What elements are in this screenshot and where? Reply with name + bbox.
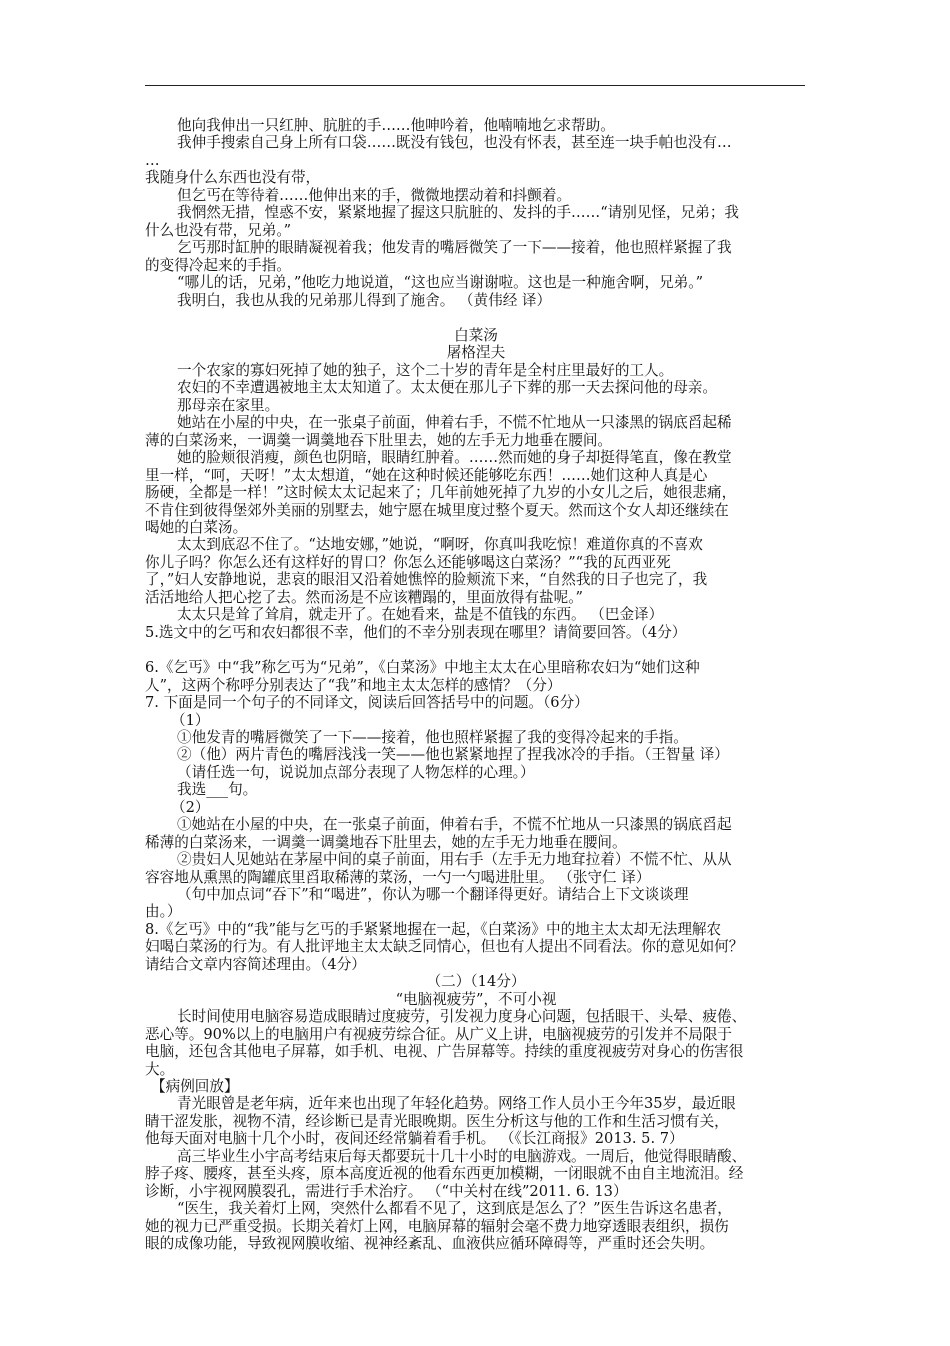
section-author: 屠格涅夫	[446, 344, 506, 362]
text-line: ①他发青的嘴唇微笑了一下——接着，他也照样紧握了我的变得冷起来的手指。	[177, 728, 688, 746]
text-line: 太太只是耸了耸肩，就走开了。在她看来，盐是不值钱的东西。 （巴金译）	[177, 606, 664, 624]
text-line: 她的脸颊很消瘦，颜色也阴暗，眼睛红肿着。……然而她的身子却挺得笔直，像在教堂	[177, 449, 732, 467]
subheading: 【病例回放】	[151, 1078, 239, 1096]
text-line: 太太到底忍不住了。“达地安娜，”她说，“啊呀，你真叫我吃惊！难道你真的不喜欢	[177, 536, 703, 554]
text-line: 肠硬，全都是一样！”这时候太太记起来了；几年前她死掉了九岁的小女儿之后，她很悲痛，	[145, 484, 737, 502]
text-line: 人”，这两个称呼分别表达了“我”和地主太太怎样的感情？（分）	[145, 676, 562, 694]
text-line: 长时间使用电脑容易造成眼睛过度疲劳，引发视力度身心问题，包括眼干、头晕、疲倦、	[177, 1008, 747, 1026]
text-line: 稀薄的白菜汤来，一调羹一调羹地吞下肚里去，她的左手无力地垂在腰间。	[145, 833, 627, 851]
text-line: 薄的白菜汤来，一调羹一调羹地吞下肚里去，她的左手无力地垂在腰间。	[145, 431, 613, 449]
text-line: （1）	[171, 711, 210, 729]
text-line: 的变得冷起来的手指。	[145, 256, 291, 274]
text-line: 她站在小屋的中央，在一张桌子前面，伸着右手，不慌不忙地从一只漆黑的锅底舀起稀	[177, 414, 732, 432]
text-line: 你儿子吗？你怎么还有这样好的胃口？你怎么还能够喝这白菜汤？”“我的瓦西亚死	[145, 553, 671, 571]
text-line: 了，”妇人安静地说，悲哀的眼泪又沿着她憔悴的脸颊流下来，“自然我的日子也完了，我	[145, 571, 708, 589]
section-title: 白菜汤	[454, 326, 498, 344]
text-line: 诊断，小宇视网膜裂孔，需进行手术治疗。 （“中关村在线”2011. 6. 13）	[145, 1182, 628, 1200]
section-title: “电脑视疲劳”，不可小视	[395, 990, 557, 1008]
text-line: 里一样，“呵，天呀！”太太想道，“她在这种时候还能够吃东西！……她们这种人真是心	[145, 466, 708, 484]
text-line: 活活地给人把心挖了去。然而汤是不应该糟蹋的，里面放得有盐呢。”	[145, 588, 583, 606]
text-line: 我伸手搜索自己身上所有口袋……既没有钱包，也没有怀表，甚至连一块手帕也没有…	[177, 134, 732, 152]
text-line: “医生，我关着灯上网，突然什么都看不见了，这到底是怎么了？”医生告诉这名患者，	[177, 1200, 732, 1218]
question-7: 7. 下面是同一个句子的不同译文，阅读后回答括号中的问题。（6分）	[145, 694, 589, 712]
text-line: 他每天面对电脑十几个小时，夜间还经常躺着看手机。 （《长江商报》2013. 5. 7）	[145, 1130, 684, 1148]
text-line: 那母亲在家里。	[177, 396, 280, 414]
question-8: 8.《乞丐》中的“我”能与乞丐的手紧紧地握在一起，《白菜汤》中的地主太太却无法理解农	[145, 920, 722, 938]
text-line: 但乞丐在等待着……他伸出来的手，微微地摆动着和抖颤着。	[177, 186, 572, 204]
text-line: 电脑，还包含其他电子屏幕，如手机、电视、广告屏幕等。持续的重度视疲劳对身心的伤害很	[145, 1043, 744, 1061]
text-line: （请任选一句，说说加点部分表现了人物怎样的心理。）	[177, 763, 535, 781]
text-line: 睛干涩发胀，视物不清，经诊断已是青光眼晚期。医生分析这与他的工作和生活习惯有关，	[145, 1112, 729, 1130]
text-line: 一个农家的寡妇死掉了她的独子，这个二十岁的青年是全村庄里最好的工人。	[177, 361, 674, 379]
text-line: ②贵妇人见她站在茅屋中间的桌子前面，用右手（左手无力地耷拉着）不慌不忙、从从	[177, 851, 732, 869]
text-line: 脖子疼、腰疼，甚至头疼，原本高度近视的他看东西更加模糊，一闭眼就不由自主地流泪。经	[145, 1165, 744, 1183]
section-heading: （二）（14分）	[426, 973, 526, 991]
text-line: 农妇的不幸遭遇被地主太太知道了。太太便在那儿子下葬的那一天去探问他的母亲。	[177, 379, 717, 397]
text-line: 他向我伸出一只红肿、肮脏的手……他呻吟着，他喃喃地乞求帮助。	[177, 117, 615, 134]
text-line: （句中加点词“吞下”和“喝进”，你认为哪一个翻译得更好。请结合上下文谈谈理	[177, 886, 689, 904]
text-line: 喝她的白菜汤。	[145, 518, 248, 536]
question-5: 5.选文中的乞丐和农妇都很不幸，他们的不幸分别表现在哪里？请简要回答。（4分）	[145, 623, 687, 641]
question-6: 6.《乞丐》中“我”称乞丐为“兄弟”，《白菜汤》中地主太太在心里暗称农妇为“她们这种	[145, 659, 700, 677]
text-line: 恶心等。90%以上的电脑用户有视疲劳综合征。从广义上讲，电脑视疲劳的引发并不局限于	[145, 1025, 733, 1043]
text-line: 她的视力已严重受损。长期关着灯上网，电脑屏幕的辐射会毫不费力地穿透眼表组织，损伤	[145, 1217, 729, 1235]
text-line: 什么也没有带，兄弟。”	[145, 221, 292, 239]
text-line: 乞丐那时缸肿的眼睛凝视着我；他发青的嘴唇微笑了一下——接着，他也照样紧握了我	[177, 239, 732, 257]
text-line: 我明白，我也从我的兄弟那儿得到了施舍。 （黄伟经 译）	[177, 291, 552, 309]
header-rule	[145, 85, 805, 86]
text-line: （2）	[171, 798, 210, 816]
document-body	[145, 117, 807, 1253]
text-line: 由。）	[145, 903, 182, 921]
text-line: 我选___句。	[177, 781, 258, 799]
text-line: 高三毕业生小宇高考结束后每天都要玩十几十小时的电脑游戏。一周后，他觉得眼睛酸、	[177, 1147, 747, 1165]
text-line: “哪儿的话，兄弟，”他吃力地说道，“这也应当谢谢啦。这也是一种施舍啊，兄弟。”	[177, 274, 704, 292]
text-line: 妇喝白菜汤的行为。有人批评地主太太缺乏同情心，但也有人提出不同看法。你的意见如何？	[145, 938, 744, 956]
text-line: 请结合文章内容简述理由。（4分）	[145, 955, 366, 973]
text-line: 大。	[145, 1060, 175, 1078]
text-line: 不肯住到彼得堡郊外美丽的别墅去，她宁愿在城里度过整个夏天。然而这个女人却还继续在	[145, 501, 729, 519]
text-line: 我惘然无措，惶惑不安，紧紧地握了握这只肮脏的、发抖的手……“请别见怪，兄弟；我	[177, 204, 740, 222]
text-line: ②（他）两片青色的嘴唇浅浅一笑——他也紧紧地捏了捏我冰冷的手指。（王智量 译）	[177, 746, 729, 764]
text-line: 青光眼曾是老年病，近年来也出现了年轻化趋势。网络工作人员小王今年35岁，最近眼	[177, 1095, 736, 1113]
text-line: 眼的成像功能，导致视网膜收缩、视神经紊乱、血液供应循环障碍等，严重时还会失明。	[145, 1235, 715, 1253]
text-line: 容容地从熏黑的陶罐底里舀取稀薄的菜汤，一勺一勺喝进肚里。 （张守仁 译）	[145, 868, 651, 886]
text-line: 我随身什么东西也没有带，	[145, 169, 321, 187]
text-line: ①她站在小屋的中央，在一张桌子前面，伸着右手，不慌不忙地从一只漆黑的锅底舀起	[177, 816, 732, 834]
text-line: …	[145, 151, 160, 169]
